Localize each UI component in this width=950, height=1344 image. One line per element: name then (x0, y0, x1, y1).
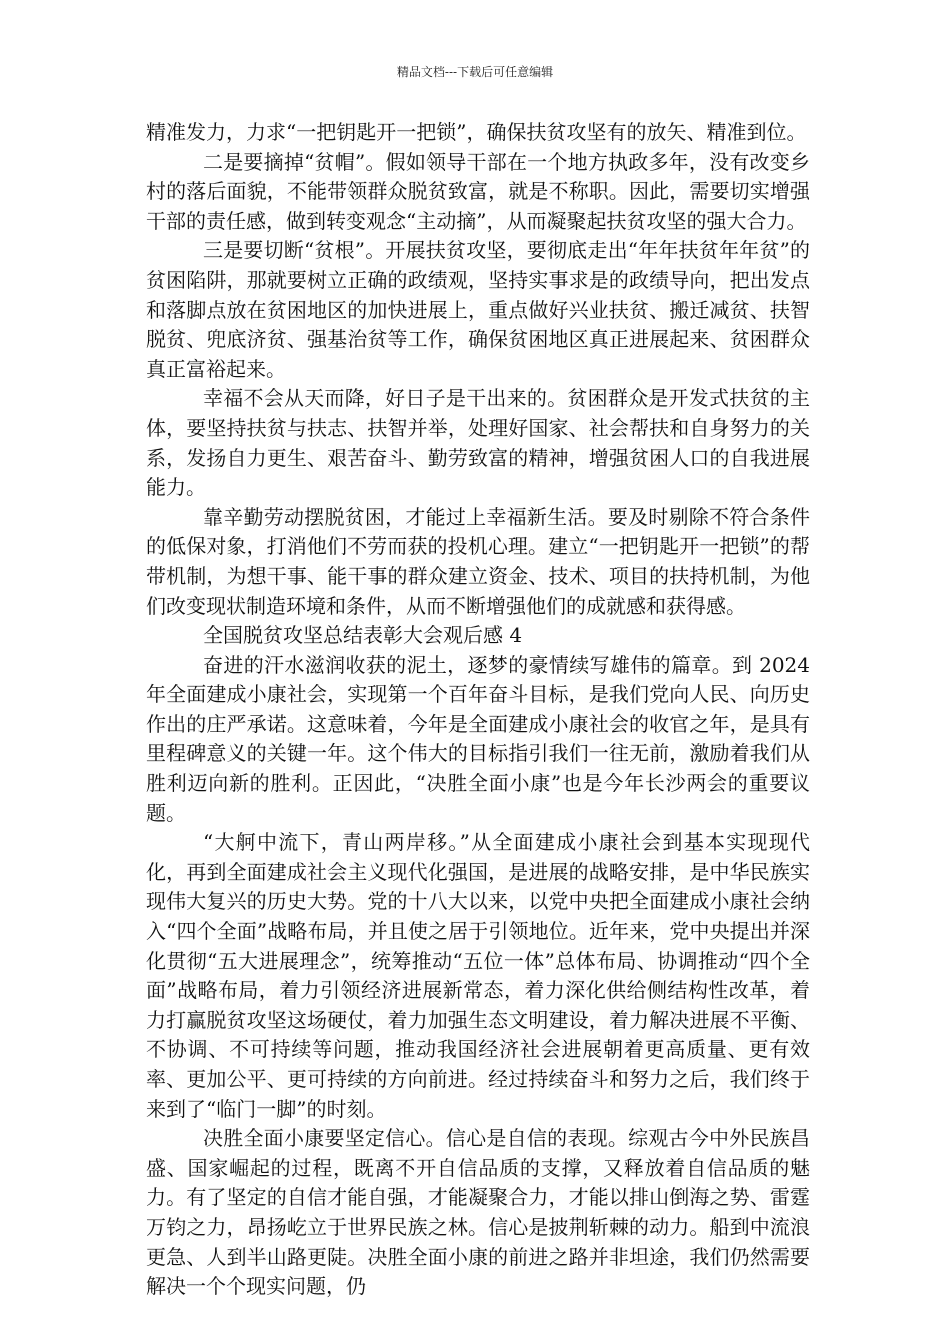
page-header: 精品文档---下载后可任意编辑 (396, 65, 554, 79)
paragraph-confidence: 决胜全面小康要坚定信心。信心是自信的表现。综观古今中外民族昌盛、国家崛起的过程，既离不开自信品质的支撑，又释放着自信品质的魅力。有了坚定的自信才能自强，才能凝聚合力，才能以排山倒海之势、雷霆万钧之力，昂扬屹立于世界民族之林。信心是披荆斩棘的动力。船到中流浪更急、人到半山路更陡。决胜全面小康的前进之路并非坦途，我们仍然需要解决一个个现实问题，仍 (146, 1126, 810, 1299)
paragraph-continuation: 精准发力，力求“一把钥匙开一把锁”，确保扶贫攻坚有的放矢、精准到位。 (146, 120, 807, 144)
document-body (146, 118, 810, 1302)
paragraph-hard-work: 靠辛勤劳动摆脱贫困，才能过上幸福新生活。要及时剔除不符合条件的低保对象，打消他们不劳而获的投机心理。建立“一把钥匙开一把锁”的帮带机制，为想干事、能干事的群众建立资金、技术、项目的扶持机制，为他们改变现状制造环境和条件，从而不断增强他们的成就感和获得感。 (146, 504, 810, 618)
paragraph-strategy: “大舸中流下，青山两岸移。”从全面建成小康社会到基本实现现代化，再到全面建成社会主义现代化强国，是进展的战略安排，是中华民族实现伟大复兴的历史大势。党的十八大以来，以党中央把全面建成小康社会纳入“四个全面”战略布局，并且使之居于引领地位。近年来，党中央提出并深化贯彻“五大进展理念”，统筹推动“五位一体”总体布局、协调推动“四个全面”战略布局，着力引领经济进展新常态，着力深化供给侧结构性改革，着力打赢脱贫攻坚这场硬仗，着力加强生态文明建设，着力解决进展不平衡、不协调、不可持续等问题，推动我国经济社会进展朝着更高质量、更有效率、更加公平、更可持续的方向前进。经过持续奋斗和努力之后，我们终于来到了“临门一脚”的时刻。 (146, 830, 810, 1121)
paragraph-poverty-hat: 二是要摘掉“贫帽”。假如领导干部在一个地方执政多年，没有改变乡村的落后面貌，不能带领群众脱贫致富，就是不称职。因此，需要切实增强干部的责任感，做到转变观念“主动摘”，从而凝聚起扶贫攻坚的强大合力。 (146, 149, 810, 233)
paragraph-happiness: 幸福不会从天而降，好日子是干出来的。贫困群众是开发式扶贫的主体，要坚持扶贫与扶志、扶智并举，处理好国家、社会帮扶和自身努力的关系，发扬自力更生、艰苦奋斗、勤劳致富的精神，增强贫困人口的自我进展能力。 (146, 386, 810, 500)
paragraph-poverty-root: 三是要切断“贫根”。开展扶贫攻坚，要彻底走出“年年扶贫年年贫”的贫困陷阱，那就要树立正确的政绩观，坚持实事求是的政绩导向，把出发点和落脚点放在贫困地区的加快进展上，重点做好兴业扶贫、搬迁减贫、扶智脱贫、兜底济贫、强基治贫等工作，确保贫困地区真正进展起来、贫困群众真正富裕起来。 (146, 238, 810, 381)
section-heading: 全国脱贫攻坚总结表彰大会观后感 4 (203, 623, 523, 648)
paragraph-striving: 奋进的汗水滋润收获的泥土，逐梦的豪情续写雄伟的篇章。到 2024 年全面建成小康社会，实现第一个百年奋斗目标，是我们党向人民、向历史作出的庄严承诺。这意味着，今年是全面建成小康社会的收官之年，是具有里程碑意义的关键一年。这个伟大的目标指引我们一往无前，激励着我们从胜利迈向新的胜利。正因此，“决胜全面小康”也是今年长沙两会的重要议题。 (146, 652, 810, 825)
